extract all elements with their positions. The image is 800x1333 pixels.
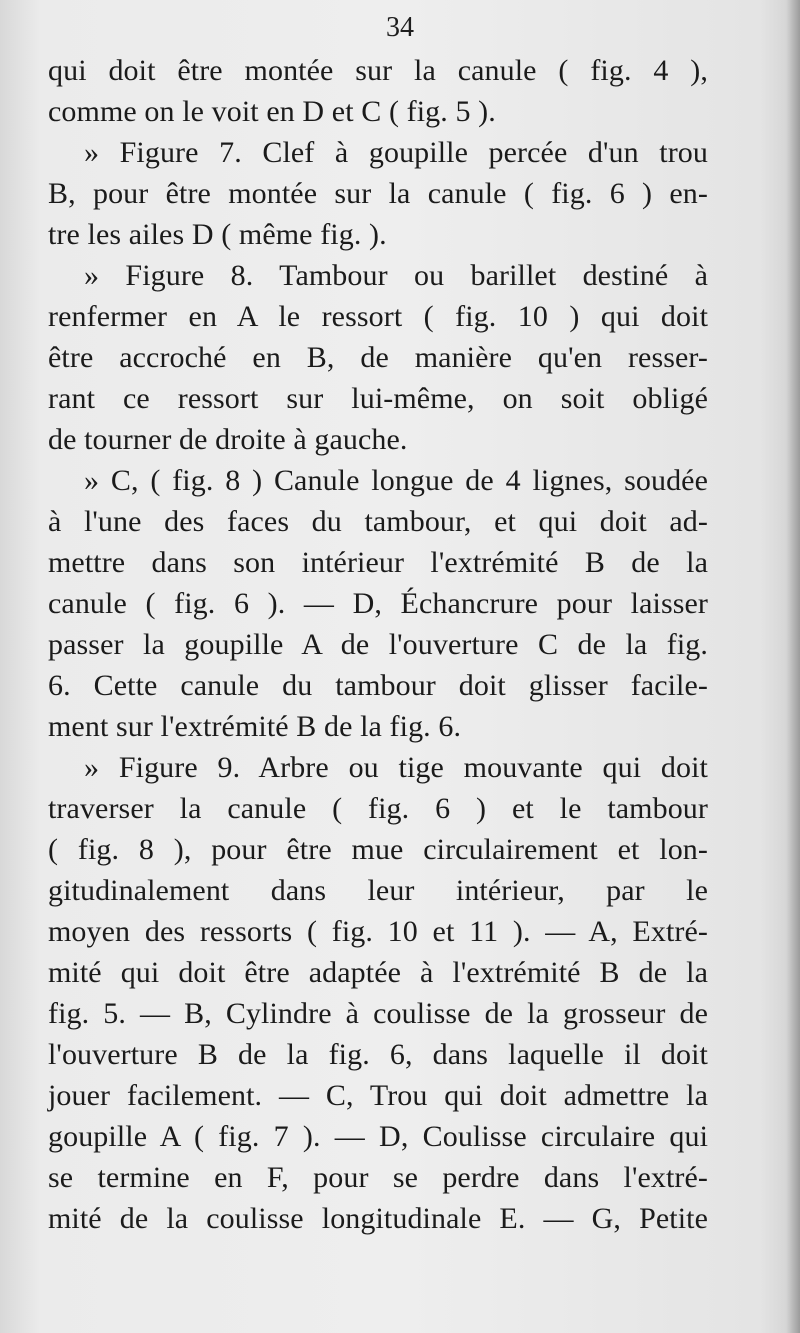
text-line: tre les ailes D ( même fig. ). [48,218,387,251]
text-line: ment sur l'extrémité B de la fig. 6. [48,710,462,743]
text-line: se termine en F, pour se perdre dans l'extré- [48,1161,708,1194]
text-line: renfermer en A le ressort ( fig. 10 ) qui doit [48,300,708,333]
text-line: à l'une des faces du tambour, et qui doit ad- [48,505,708,538]
text-line: B, pour être montée sur la canule ( fig. 6 ) en- [48,177,708,210]
text-line: mité qui doit être adaptée à l'extrémité B de la [48,956,708,989]
text-line: comme on le voit en D et C ( fig. 5 ). [48,95,496,128]
text-line: » C, ( fig. 8 ) Canule longue de 4 lignes, soudée [84,464,708,497]
text-line: gitudinalement dans leur intérieur, par le [48,874,708,907]
page-number: 34 [386,12,414,43]
text-line: goupille A ( fig. 7 ). — D, Coulisse circulaire qui [48,1120,708,1153]
text-line: l'ouverture B de la fig. 6, dans laquelle il doit [48,1038,708,1071]
text-line: » Figure 8. Tambour ou barillet destiné à [84,259,708,292]
body-text [48,50,708,1239]
text-line: jouer facilement. — C, Trou qui doit admettre la [48,1079,708,1112]
text-line: canule ( fig. 6 ). — D, Échancrure pour laisser [48,587,708,620]
text-line: rant ce ressort sur lui-même, on soit obligé [48,382,708,415]
text-line: ( fig. 8 ), pour être mue circulairement et lon- [48,833,708,866]
text-line: traverser la canule ( fig. 6 ) et le tambour [48,792,708,825]
text-line: fig. 5. — B, Cylindre à coulisse de la grosseur de [48,997,708,1030]
text-line: » Figure 7. Clef à goupille percée d'un trou [84,136,708,169]
text-line: passer la goupille A de l'ouverture C de la fig. [48,628,708,661]
text-line: être accroché en B, de manière qu'en resser- [48,341,708,374]
text-line: » Figure 9. Arbre ou tige mouvante qui doit [84,751,708,784]
text-line: mettre dans son intérieur l'extrémité B de la [48,546,708,579]
text-line: qui doit être montée sur la canule ( fig. 4 ), [48,54,708,87]
text-line: de tourner de droite à gauche. [48,423,408,456]
text-line: 6. Cette canule du tambour doit glisser facile- [48,669,708,702]
text-line: mité de la coulisse longitudinale E. — G, Petite [48,1202,708,1235]
text-line: moyen des ressorts ( fig. 10 et 11 ). — A, Extré- [48,915,708,948]
